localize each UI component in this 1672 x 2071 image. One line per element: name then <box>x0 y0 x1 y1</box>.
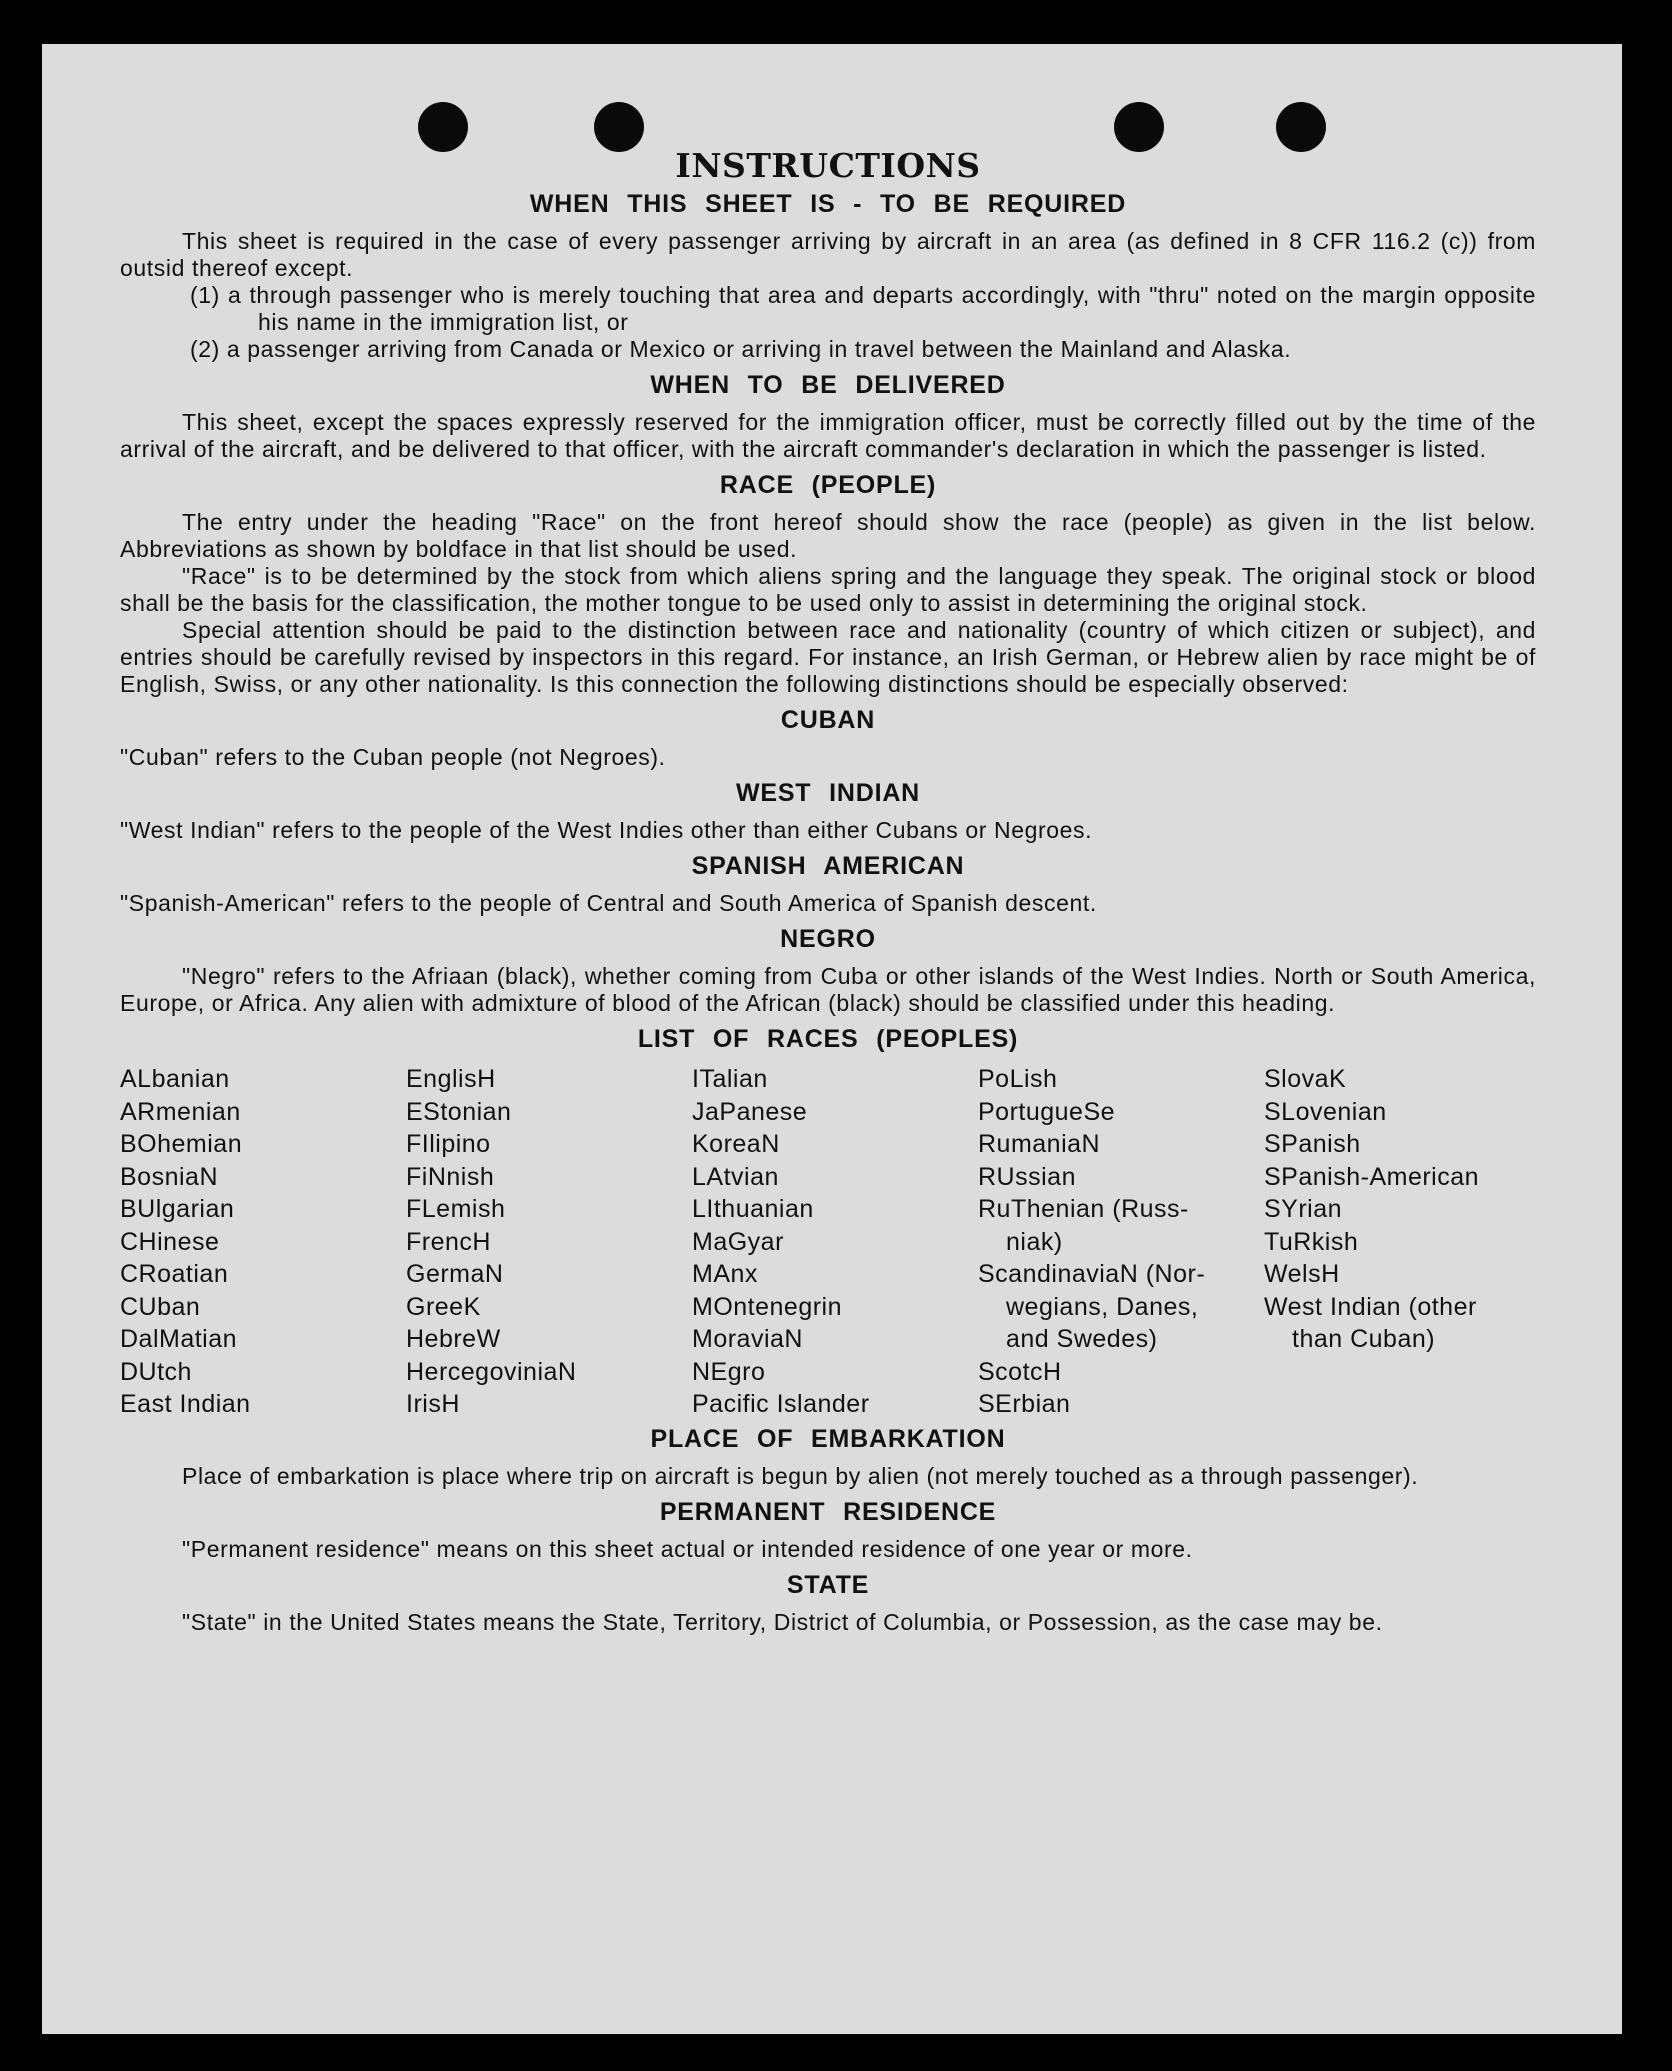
race-item: LIthuanian <box>692 1195 814 1223</box>
race-item: EnglisH <box>406 1065 496 1093</box>
paragraph-race: Special attention should be paid to the distinction between race and nationality (country of which citizen or subject), and entries should be carefully revised by inspectors in this regard. For instance, an Irish German, or Hebrew alien by race might be of English, Swiss, or any other nationality. Is this connection the following distinctions should be especially observed: <box>120 617 1536 697</box>
race-item: MaGyar <box>692 1227 784 1256</box>
race-item: GreeK <box>406 1292 481 1321</box>
race-item: FrencH <box>406 1227 491 1256</box>
races-column <box>692 1063 978 1421</box>
list-item: (1) a through passenger who is merely touching that area and departs accordingly, with "thru" noted on the margin opposite his name in the immigration list, or <box>190 282 1536 335</box>
race-item: WelsH <box>1264 1260 1340 1288</box>
race-item: ALbanian <box>120 1065 230 1093</box>
race-item: KoreaN <box>692 1130 780 1158</box>
race-item: SPanish <box>1264 1130 1361 1158</box>
race-item: SYrian <box>1264 1195 1343 1223</box>
paragraph-state: "State" in the United States means the State, Territory, District of Columbia, or Possession, as the case may be. <box>182 1608 1383 1635</box>
races-list <box>120 1063 1536 1421</box>
race-item: SPanish-American <box>1264 1162 1480 1191</box>
race-item: FiNnish <box>406 1162 495 1191</box>
paragraph-required: This sheet is required in the case of every passenger arriving by aircraft in an area (as defined in 8 CFR 116.2 (c)) from outsid thereof except. <box>120 228 1536 281</box>
race-item: GermaN <box>406 1260 504 1288</box>
paragraph-permanent-residence: "Permanent residence" means on this sheet actual or intended residence of one year or more. <box>182 1535 1193 1562</box>
heading-spanish-american: SPANISH AMERICAN <box>691 852 965 880</box>
race-item: SLovenian <box>1264 1097 1387 1126</box>
race-item: MAnx <box>692 1260 758 1288</box>
race-item: BOhemian <box>120 1130 243 1158</box>
heading-race: RACE (PEOPLE) <box>719 471 937 499</box>
race-item: PortugueSe <box>978 1097 1116 1126</box>
paragraph-west-indian: "West Indian" refers to the people of the West Indies other than either Cubans or Negroes. <box>120 817 1093 843</box>
race-item: East Indian <box>120 1390 251 1418</box>
heading-negro: NEGRO <box>780 925 876 953</box>
race-item: RumaniaN <box>978 1130 1101 1158</box>
race-item: ScotcH <box>978 1357 1062 1386</box>
page-title: INSTRUCTIONS <box>675 146 981 185</box>
race-item: HercegoviniaN <box>406 1357 577 1386</box>
race-item: TuRkish <box>1264 1227 1359 1256</box>
race-item: IrisH <box>406 1390 460 1418</box>
race-item: MoraviaN <box>692 1325 803 1353</box>
document-body <box>120 146 1536 1636</box>
race-item: DUtch <box>120 1357 192 1386</box>
race-item: ITalian <box>692 1065 768 1093</box>
heading-cuban: CUBAN <box>780 706 876 734</box>
list-item: (2) a passenger arriving from Canada or Mexico or arriving in travel between the Mainland and Alaska. <box>190 336 1292 362</box>
race-item: RuThenian (Russ- <box>978 1195 1189 1223</box>
heading-embarkation: PLACE OF EMBARKATION <box>650 1424 1006 1453</box>
race-item: LAtvian <box>692 1162 779 1191</box>
race-item: CHinese <box>120 1227 220 1256</box>
race-item: HebreW <box>406 1325 501 1353</box>
race-item: PoLish <box>978 1065 1058 1093</box>
race-item: SlovaK <box>1264 1065 1347 1093</box>
punch-hole <box>418 102 468 152</box>
race-item: FLemish <box>406 1195 506 1223</box>
race-item: EStonian <box>406 1097 512 1126</box>
race-item: NEgro <box>692 1357 766 1386</box>
heading-list-of-races: LIST OF RACES (PEOPLES) <box>637 1025 1019 1053</box>
paragraph-race: The entry under the heading "Race" on the front hereof should show the race (people) as given in the list below. Abbreviations as shown by boldface in that list should be used. <box>120 509 1536 562</box>
race-item: FIlipino <box>406 1130 491 1158</box>
race-item: ARmenian <box>120 1097 241 1126</box>
races-column <box>406 1063 692 1421</box>
races-column <box>120 1063 406 1421</box>
heading-west-indian: WEST INDIAN <box>735 779 921 807</box>
race-item: Pacific Islander <box>692 1390 870 1418</box>
heading-required: WHEN THIS SHEET IS - TO BE REQUIRED <box>529 190 1127 218</box>
race-item: ScandinaviaN (Nor- <box>978 1260 1206 1288</box>
paragraph-negro: "Negro" refers to the Afriaan (black), whether coming from Cuba or other islands of the West Indies. North or South America, Europe, or Africa. Any alien with admixture of blood of the African (black) should be classified under this heading. <box>120 963 1536 1016</box>
race-item: CUban <box>120 1292 201 1321</box>
race-item: than Cuban) <box>1292 1325 1436 1353</box>
race-item: RUssian <box>978 1162 1076 1191</box>
race-item: BosniaN <box>120 1162 218 1191</box>
paragraph-delivered: This sheet, except the spaces expressly reserved for the immigration officer, must be correctly filled out by the time of the arrival of the aircraft, and be delivered to that officer, with the aircraft commander's declaration in which the passenger is listed. <box>120 409 1536 462</box>
paragraph-embarkation: Place of embarkation is place where trip on aircraft is begun by alien (not merely touched as a through passenger). <box>182 1462 1419 1489</box>
heading-state: STATE <box>786 1570 870 1599</box>
punch-hole <box>1114 102 1164 152</box>
document-sheet <box>42 44 1622 2034</box>
paragraph-spanish-american: "Spanish-American" refers to the people of Central and South America of Spanish descent. <box>120 890 1097 916</box>
heading-permanent-residence: PERMANENT RESIDENCE <box>659 1497 997 1526</box>
paragraph-cuban: "Cuban" refers to the Cuban people (not Negroes). <box>120 744 666 770</box>
race-item: DalMatian <box>120 1325 238 1353</box>
race-item: BUlgarian <box>120 1195 235 1223</box>
race-item: MOntenegrin <box>692 1292 843 1321</box>
race-item: niak) <box>1006 1227 1063 1256</box>
races-column <box>1264 1063 1536 1421</box>
race-item: and Swedes) <box>1006 1325 1158 1353</box>
races-column <box>978 1063 1264 1421</box>
punch-hole <box>594 102 644 152</box>
race-item: wegians, Danes, <box>1006 1292 1199 1321</box>
race-item: SErbian <box>978 1390 1071 1418</box>
race-item: JaPanese <box>692 1097 808 1126</box>
heading-delivered: WHEN TO BE DELIVERED <box>650 371 1006 399</box>
race-item: West Indian (other <box>1264 1292 1477 1321</box>
race-item: CRoatian <box>120 1260 229 1288</box>
paragraph-race: "Race" is to be determined by the stock from which aliens spring and the language they speak. The original stock or blood shall be the basis for the classification, the mother tongue to be used only to assist in determining the original stock. <box>120 563 1536 616</box>
punch-hole <box>1276 102 1326 152</box>
